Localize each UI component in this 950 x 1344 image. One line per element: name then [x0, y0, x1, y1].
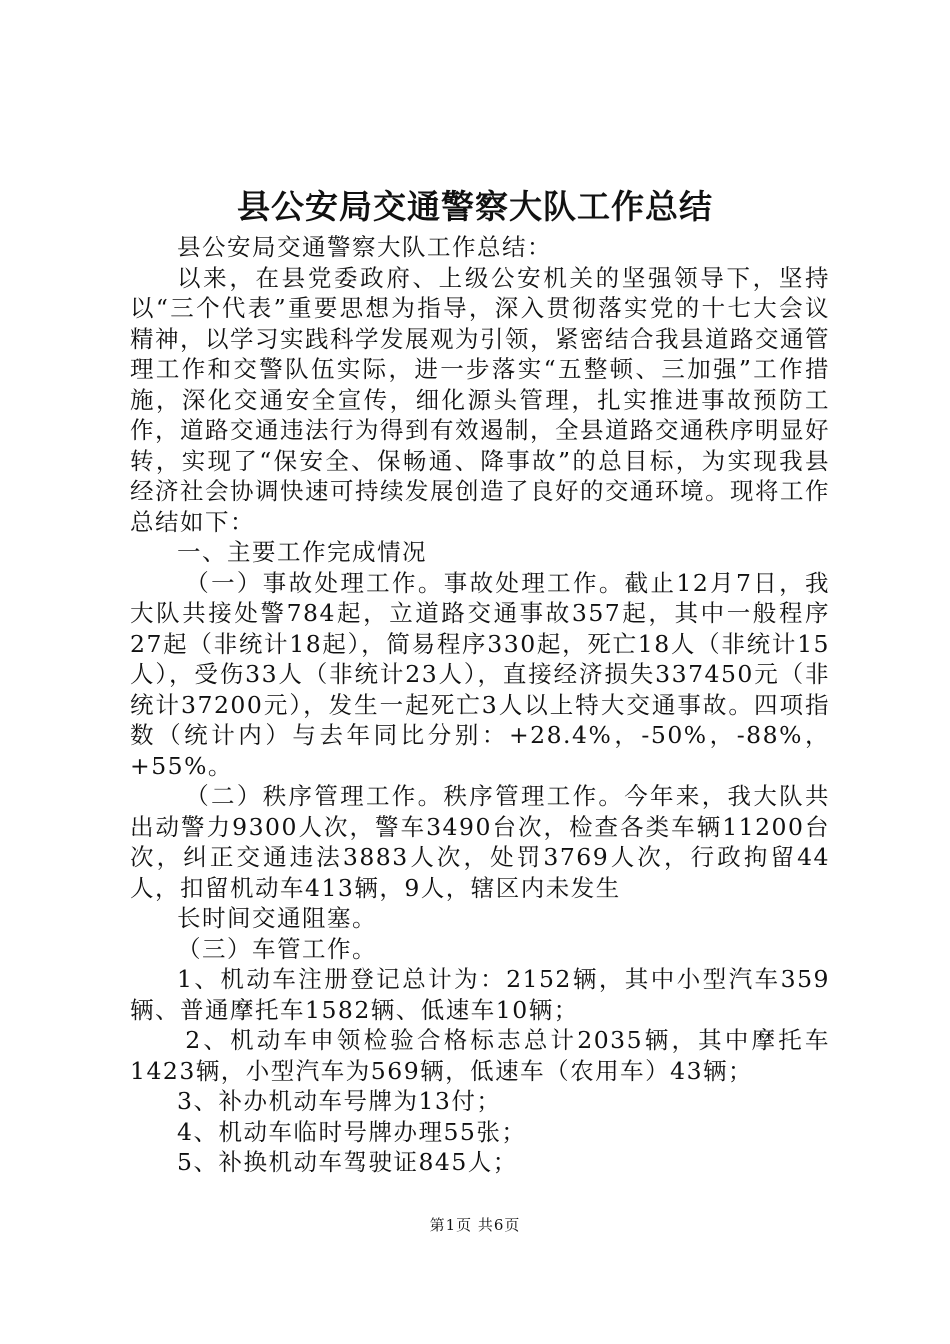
- list-item-licenses: 5、补换机动车驾驶证845人；: [177, 1148, 518, 1176]
- document-body: [130, 232, 830, 1178]
- list-item-temporary-plates: 4、机动车临时号牌办理55张；: [177, 1117, 527, 1146]
- page-footer: 第1页 共6页: [429, 1216, 521, 1234]
- paragraph-heading-intro: 县公安局交通警察大队工作总结：: [177, 233, 552, 261]
- paragraph-intro: 以来，在县党委政府、上级公安机关的坚强领导下，坚持以“三个代表”重要思想为指导，深入贯彻落实党的十七大会议精神，以学习实践科学发展观为引领，紧密结合我县道路交通管理工作和交警队伍实际，进一步落实“五整顿、三加强”工作措施，深化交通安全宣传，细化源头管理，扎实推进事故预防工作，道路交通违法行为得到有效遏制，全县道路交通秩序明显好转，实现了“保安全、保畅通、降事故”的总目标，为实现我县经济社会协调快速可持续发展创造了良好的交通环境。现将工作总结如下：: [130, 263, 830, 536]
- subsection-vehicle-management: （三）车管工作。: [177, 934, 377, 963]
- paragraph-order-management: （二）秩序管理工作。秩序管理工作。今年来，我大队共出动警力9300人次，警车3490台次，检查各类车辆11200台次，纠正交通违法3883人次，处罚3769人次，行政拘留44人，扣留机动车413辆，9人，辖区内未发生: [130, 782, 830, 902]
- list-item-plates: 3、补办机动车号牌为13付；: [177, 1087, 502, 1115]
- list-item-inspection: 2、机动车申领检验合格标志总计2035辆，其中摩托车1423辆，小型汽车为569辆，低速车（农用车）43辆；: [130, 1026, 830, 1085]
- list-item-registration: 1、机动车注册登记总计为：2152辆，其中小型汽车359辆、普通摩托车1582辆、低速车10辆；: [130, 965, 830, 1024]
- paragraph-accident-handling: （一）事故处理工作。事故处理工作。截止12月7日，我大队共接处警784起，立道路交通事故357起，其中一般程序27起（非统计18起），简易程序330起，死亡18人（非统计15人），受伤33人（非统计23人），直接经济损失337450元（非统计37200元），发生一起死亡3人以上特大交通事故。四项指数（统计内）与去年同比分别：+28.4%，-50%，-88%，+55%。: [130, 568, 830, 780]
- section-heading: 一、主要工作完成情况: [177, 538, 427, 566]
- paragraph-order-continued: 长时间交通阻塞。: [177, 904, 377, 932]
- document-title: 县公安局交通警察大队工作总结: [237, 187, 713, 226]
